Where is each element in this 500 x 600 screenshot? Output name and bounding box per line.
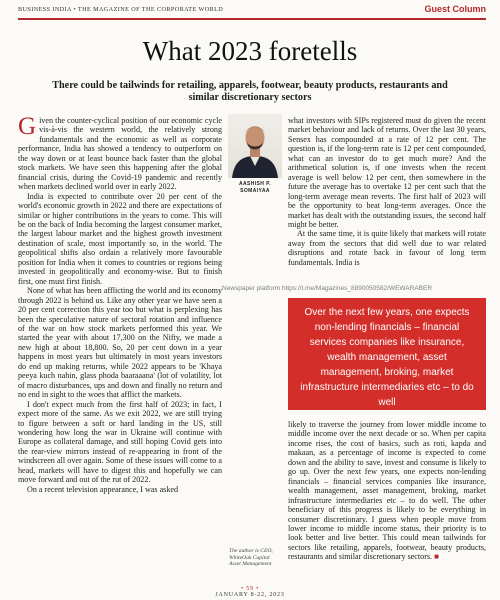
paragraph: what investors with SIPs registered must do given the recent market behaviour and lack of returns. Over the last 30 years, Sensex has compounded at a rate of 12 per cent. The question is, if the long-term rate is 12 per cent compounded, what can an investor do to get much more? And the arithmetical solution is, if one invests when the recent average is well below 12 per cent, then somewhere in the future the average has to overtake 12 per cent such that the long-term average mean reverts. The first half of 2023 will be the opportunity to beat long-term averages. Once the market has dealt with the outstanding issues, the second half might be better. — [288, 116, 486, 229]
section-label: Guest Column — [424, 4, 486, 14]
pull-quote: Over the next few years, one expects non-lending financials – financial services companies like insurance, wealth management, asset management, broking, market infrastructure intermediaries etc – to do well — [288, 298, 486, 410]
article-column-left — [18, 116, 222, 586]
author-portrait-icon — [228, 114, 282, 178]
article-subtitle: There could be tailwinds for retailing, apparels, footwear, beauty products, restaurants and similar discretionary sectors — [52, 80, 448, 103]
paragraph: On a recent television appearance, I was asked — [27, 484, 179, 494]
page-header — [18, 4, 486, 20]
paragraph: I don't expect much from the first half of 2023; in fact, I expect more of the same. As we exit 2022, we are still trying to figure between a soft or hard landing in the US, still wondering how long the war in Ukraine will continue with Europe as collateral damage, and still hoping Covid gets into the rear-view mirrors instead of re-appearing in front of the windscreen all over again. Some of these issues will come to a head, markets will have to digest this and hopefully we can move forward and out of the rut of 2022. — [18, 399, 222, 485]
article-column-right-top — [288, 116, 486, 292]
paragraph: India is expected to contribute over 20 per cent of the world's economic growth in 2022 and there are expectations of similar or higher contributions in the years to come. This will be on the back of India becoming the largest consumer market, the largest labour market and the highest growth investment destination of scale, most importantly so, in the world. The geopolitical shifts also ordain a relatively more favourable position for India when it comes to countries or regions being invested in geopolitically and economy-wise. But to finish first, one must first finish. — [18, 191, 222, 286]
paragraph: None of what has been afflicting the world and its economy through 2022 is behind us. Like any other year we have seen a 20 per cent correction this year too but what is perplexing has been the speculative nature of sectoral rotation and influence of the war on how stock markets performed this year. We started the year with about 17,300 on the Nifty, we made a new high at about 18,800. So, 20 per cent down in a year happens in most years but ultimately in most years investors do end up making returns, while 2022 appears to be 'Khaya peeya kuch nahin, glass phoda baaraaana' (lot of volatility, lot of macro disturbances, ups and down and finally no return and no end in sight to the woes that afflict the markets. — [18, 286, 222, 400]
article-title: What 2023 foretells — [142, 36, 358, 66]
article-column-right-bottom — [288, 420, 486, 584]
paragraph: likely to traverse the journey from lower middle income to middle income over the next decade or so. When per capita income rises, the cost of basics, such as roti, kapda and makaan, as a percentage of income is expected to come down and the ability to save, invest and consume is likely to go up. Over the next few years, one expects non-lending financials – financial services companies like insurance, wealth management, asset management, broking, market infrastructure intermediaries etc – to do well. The other beneficiary of this progress is likely to be everything in consumer discretionary. I guess when people move from lower income to middle income status, their priority is to look better and live better. This could mean tailwinds for sectors like retailing, apparels, footwear, beauty products, restaurants and similar discretionary sectors. ■ — [288, 420, 486, 562]
publication-name: BUSINESS INDIA • THE MAGAZINE OF THE CORPORATE WORLD — [18, 6, 224, 13]
drop-cap: G — [18, 116, 37, 140]
end-mark-icon: ■ — [434, 552, 439, 562]
watermark: Newspaper platform https://t.me/Magazines_8890050582/WEWARABER — [222, 285, 433, 292]
author-note: The author is CEO, WhiteOak Capital Asset Management — [229, 548, 273, 567]
author-name: AASHISH P. SOMAIYAA — [239, 181, 271, 194]
page-number: • 59 • — [240, 586, 259, 592]
author-photo — [228, 114, 282, 178]
paragraph: At the same time, it is quite likely that markets will rotate away from the sectors that did well due to war related disruptions and rotate back in favour of long term fundamentals. India is — [288, 229, 486, 267]
paragraph: Given the counter-cyclical position of our economic cycle vis-à-vis the western world, the relatively strong fundamentals and the economic as well as corporate performance, India has showed a tendency to outperform on the way down or at least bounce back faster than the global stock markets. We have seen this happening after the global financial crisis, during the Covid-19 pandemic and recently when markets declined world over in early 2022. — [18, 116, 222, 192]
page-footer — [0, 586, 500, 598]
issue-date: JANUARY 8-22, 2023 — [215, 592, 285, 598]
